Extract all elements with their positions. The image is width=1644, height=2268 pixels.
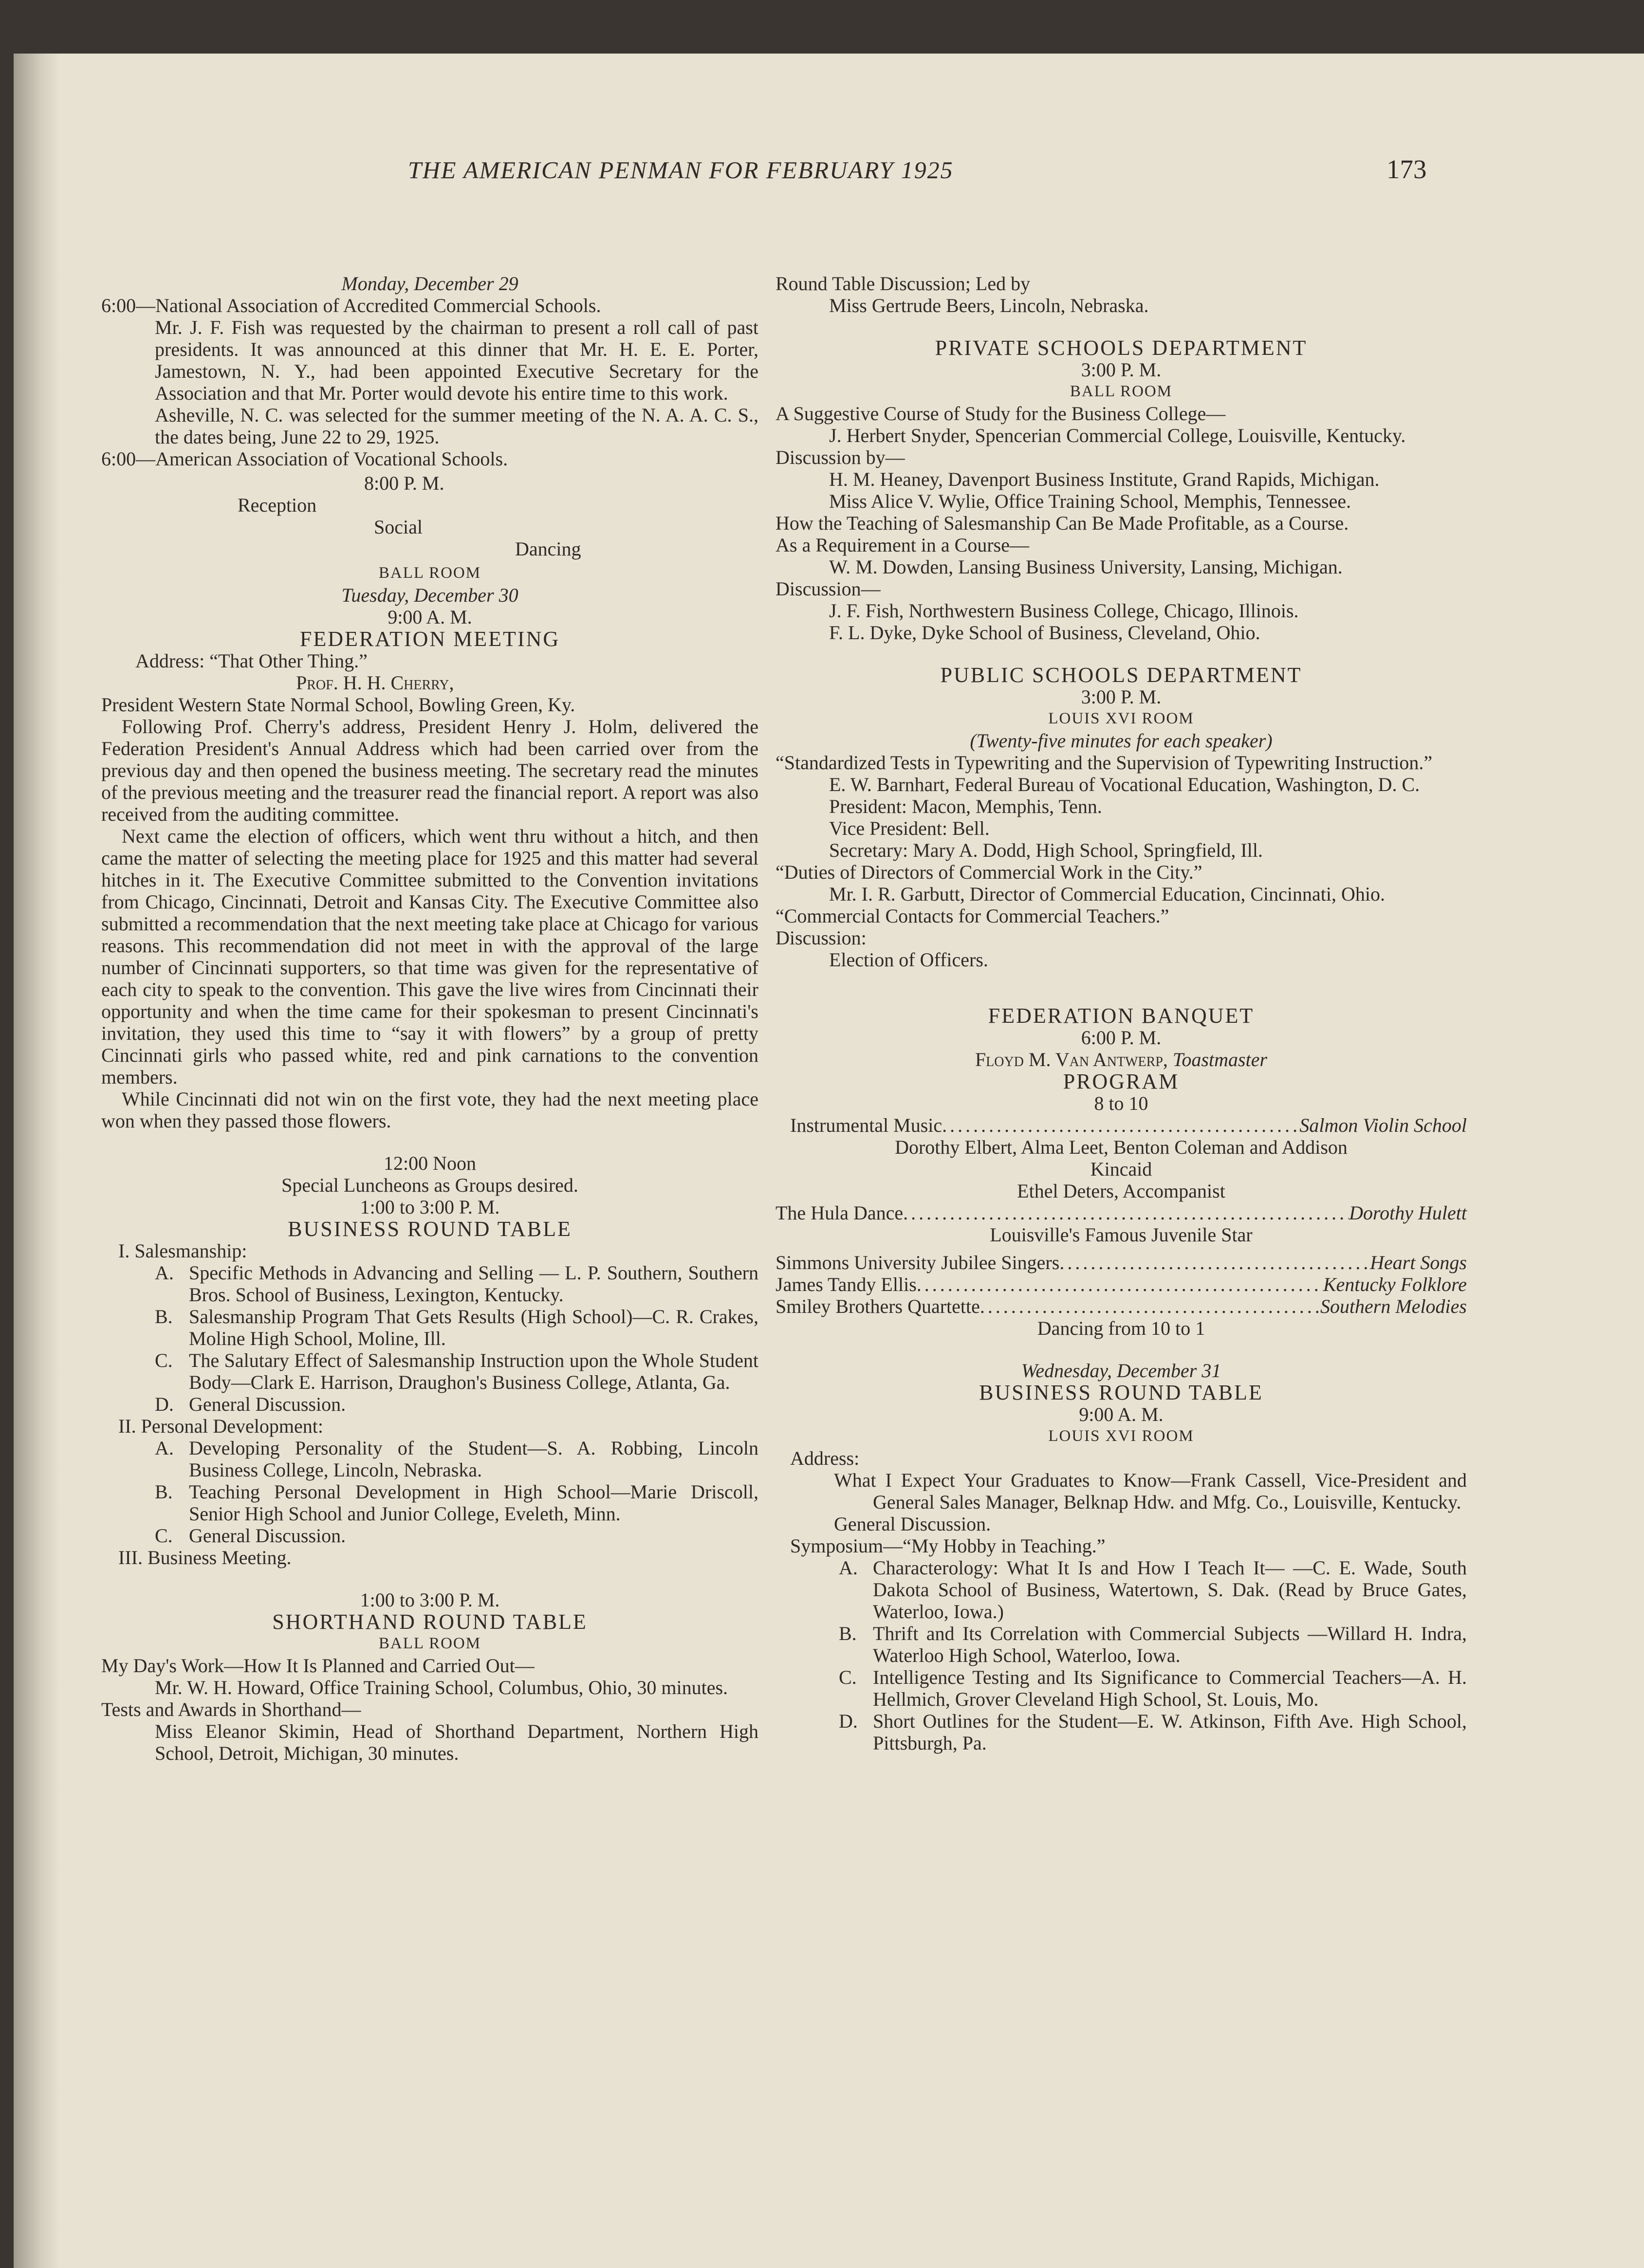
dancing-line: Dancing from 10 to 1 [1037, 1317, 1205, 1339]
private-schools-heading: PRIVATE SCHOOLS DEPARTMENT [935, 336, 1308, 360]
program-item-title: James Tandy Ellis [776, 1273, 917, 1295]
outline-label: D. [839, 1710, 858, 1732]
outline-text: Thrift and Its Correlation with Commercial Subjects —Willard H. Indra, Waterloo High School, Waterloo, Iowa. [873, 1623, 1467, 1666]
psd-item: As a Requirement in a Course— [776, 534, 1029, 556]
social-label: Social [374, 516, 423, 538]
program-item-performer: Kentucky Folklore [1323, 1273, 1467, 1295]
outline-item [101, 1262, 758, 1306]
outline-text: Teaching Personal Development in High School—Marie Driscoll, Senior High School and Junior College, Eveleth, Minn. [189, 1481, 758, 1525]
outline-text: Intelligence Testing and Its Significance to Commercial Teachers—A. H. Hellmich, Grover Cleveland High School, St. Louis, Mo. [873, 1666, 1467, 1710]
program-time: 8 to 10 [1094, 1092, 1148, 1114]
toastmaster-name: Floyd M. Van Antwerp, [975, 1049, 1168, 1070]
outline-text: General Discussion. [189, 1525, 346, 1547]
outline-text: Specific Methods in Advancing and Selling — L. P. Southern, Southern Bros. School of Business, Lexington, Kentucky. [189, 1262, 758, 1306]
outline-text: Short Outlines for the Student—E. W. Atkinson, Fifth Ave. High School, Pittsburgh, Pa. [873, 1710, 1467, 1754]
outline-label: D. [155, 1393, 174, 1415]
dancing-label: Dancing [515, 538, 581, 560]
outline-item [101, 1481, 758, 1525]
wednesday-address-label: Address: [790, 1447, 860, 1469]
banquet-heading: FEDERATION BANQUET [988, 1004, 1255, 1028]
psd-time: 3:00 P. M. [1081, 359, 1162, 381]
program-item-title: Simmons University Jubilee Singers [776, 1252, 1060, 1273]
program-item [776, 1295, 1467, 1317]
symposium-item [776, 1623, 1467, 1666]
binding-shadow [14, 54, 60, 2268]
wednesday-time: 9:00 A. M. [1079, 1403, 1164, 1425]
psd-discussion-label: Discussion by— [776, 446, 905, 468]
outline-text: Characterology: What It Is and How I Teach It— —C. E. Wade, South Dakota School of Business, Watertown, S. Dak. (Read by Bruce Gates, Waterloo, Iowa.) [873, 1557, 1467, 1623]
program-item-title: Smiley Brothers Quartette [776, 1295, 980, 1317]
psd-item: A Suggestive Course of Study for the Business College— [776, 403, 1226, 424]
srt-item-title: My Day's Work—How It Is Planned and Carried Out— [101, 1655, 535, 1677]
leader-dots [980, 1295, 1320, 1317]
pub-note: (Twenty-five minutes for each speaker) [970, 730, 1273, 752]
outline-item [101, 1393, 758, 1415]
tuesday-time: 9:00 A. M. [388, 606, 472, 628]
pub-president: President: Macon, Memphis, Tenn. [829, 795, 1102, 817]
program-item [776, 1273, 1467, 1295]
wednesday-address-item: What I Expect Your Graduates to Know—Frank Cassell, Vice-President and General Sales Manager, Belknap Hdw. and Mfg. Co., Louisville, Kentucky. [834, 1469, 1467, 1513]
address-title: “That Other Thing.” [209, 650, 368, 672]
pub-item: “Standardized Tests in Typewriting and the Supervision of Typewriting Instruction.” [776, 752, 1433, 774]
round-table-discussion: Round Table Discussion; Led by [776, 273, 1031, 295]
pub-speaker: Mr. I. R. Garbutt, Director of Commercial Education, Cincinnati, Ohio. [829, 883, 1385, 905]
page-number: 173 [1386, 154, 1427, 184]
symposium-item [776, 1666, 1467, 1710]
banquet-time: 6:00 P. M. [1081, 1027, 1162, 1049]
federation-paragraph-3: While Cincinnati did not win on the first vote, they had the next meeting place won when they passed those flowers. [101, 1088, 758, 1132]
leader-dots [917, 1273, 1323, 1295]
srt-item-speaker: Miss Eleanor Skimin, Head of Shorthand Department, Northern High School, Detroit, Michigan, 30 minutes. [155, 1720, 758, 1764]
brt-time: 1:00 to 3:00 P. M. [360, 1196, 500, 1218]
outline-label: B. [155, 1306, 173, 1328]
outline-item [101, 1349, 758, 1393]
program-item-performer: Salmon Violin School [1299, 1114, 1467, 1136]
outline-label: B. [155, 1481, 173, 1503]
program-item-performer: Dorothy Hulett [1349, 1202, 1467, 1224]
luncheons: Special Luncheons as Groups desired. [281, 1174, 578, 1196]
outline-item [101, 1525, 758, 1547]
outline-label: C. [839, 1666, 857, 1688]
naacs-paragraph: Mr. J. F. Fish was requested by the chairman to present a roll call of past presidents. It was announced at this dinner that Mr. H. E. E. Porter, Jamestown, N. Y., had been appointed Executive Secretary for the Association and that Mr. Porter would devote his entire time to this work. [155, 316, 758, 404]
toastmaster-role: Toastmaster [1172, 1049, 1268, 1070]
left-column [101, 273, 758, 1764]
federation-paragraph-2: Next came the election of officers, which went thru without a hitch, and then came the matter of selecting the meeting place for 1925 and this matter had several hitches in it. The Executive Committee submitted to the Convention invitations from Chicago, Cincinnati, Detroit and Kansas City. The Executive Committee also submitted a recommendation that the next meeting take place at Chicago for various reasons. This recommendation did not meet in with the approval of the large number of Cincinnati supporters, so that time was given for the representative of each city to speak to the convention. This gave the live wires from Cincinnati their opportunity and when the time came for their spokesman to present Cincinnati's invitation, they used this time to “say it with flowers” by a group of pretty Cincinnati girls who passed white, red and pink carnations to the convention members. [101, 825, 758, 1088]
psd-speaker: W. M. Dowden, Lansing Business University, Lansing, Michigan. [829, 556, 1343, 578]
program-heading: PROGRAM [1063, 1069, 1180, 1093]
psd-discussant: J. F. Fish, Northwestern Business College, Chicago, Illinois. [829, 600, 1299, 622]
psd-discussion-label: Discussion— [776, 578, 881, 600]
outline-label: A. [155, 1262, 174, 1284]
pub-room: LOUIS XVI ROOM [1048, 710, 1194, 727]
program-item-title: Instrumental Music [790, 1114, 942, 1136]
outline-label: C. [155, 1525, 173, 1547]
toastmaster-line [776, 1049, 1467, 1070]
reception-room: BALL ROOM [378, 564, 481, 582]
right-column [776, 273, 1467, 1754]
section-business-meeting: III. Business Meeting. [118, 1547, 292, 1568]
outline-label: C. [155, 1349, 173, 1371]
running-head: THE AMERICAN PENMAN FOR FEBRUARY 1925 [408, 156, 954, 184]
pub-speaker: E. W. Barnhart, Federal Bureau of Vocational Education, Washington, D. C. [829, 774, 1420, 795]
reception-block [101, 470, 758, 562]
leader-dots [903, 1202, 1349, 1224]
psd-speaker: J. Herbert Snyder, Spencerian Commercial College, Louisville, Kentucky. [829, 424, 1406, 446]
srt-room: BALL ROOM [378, 1635, 481, 1652]
cherry-affiliation: President Western State Normal School, Bowling Green, Ky. [101, 694, 575, 716]
symposium-item [776, 1710, 1467, 1754]
outline-label: A. [839, 1557, 858, 1579]
symposium-heading: Symposium—“My Hobby in Teaching.” [790, 1535, 1106, 1557]
psd-room: BALL ROOM [1070, 383, 1173, 400]
naacs-paragraph-2: Asheville, N. C. was selected for the summer meeting of the N. A. A. C. S., the dates being, June 22 to 29, 1925. [155, 404, 758, 448]
outline-label: A. [155, 1437, 174, 1459]
pub-item: “Commercial Contacts for Commercial Teachers.” [776, 905, 1169, 927]
srt-item-title: Tests and Awards in Shorthand— [101, 1698, 361, 1720]
magazine-page [14, 54, 1644, 2268]
symposium-item [776, 1557, 1467, 1623]
federation-meeting-heading: FEDERATION MEETING [299, 627, 560, 651]
naacs-heading: 6:00—National Association of Accredited Commercial Schools. [101, 295, 601, 316]
address-line [101, 650, 758, 672]
leader-dots [1059, 1252, 1370, 1273]
outline-label: B. [839, 1623, 857, 1644]
outline-text: The Salutary Effect of Salesmanship Instruction upon the Whole Student Body—Clark E. Harrison, Draughon's Business College, Atlanta, Ga. [189, 1349, 758, 1393]
section-salesmanship: I. Salesmanship: [118, 1240, 247, 1262]
wednesday-room: LOUIS XVI ROOM [1048, 1427, 1194, 1445]
program-item [776, 1252, 1467, 1273]
pub-discussion-label: Discussion: [776, 927, 867, 949]
tuesday-heading: Tuesday, December 30 [341, 584, 518, 606]
outline-text: Salesmanship Program That Gets Results (High School)—C. R. Crakes, Moline High School, Moline, Ill. [189, 1306, 758, 1349]
round-table-leader: Miss Gertrude Beers, Lincoln, Nebraska. [829, 295, 1149, 316]
program-item [776, 1114, 1467, 1136]
psd-discussant: Miss Alice V. Wylie, Office Training School, Memphis, Tennessee. [829, 490, 1351, 512]
outline-item [101, 1306, 758, 1349]
srt-time: 1:00 to 3:00 P. M. [360, 1589, 500, 1611]
program-item-accompanist: Ethel Deters, Accompanist [1017, 1180, 1225, 1202]
pub-vice-president: Vice President: Bell. [829, 817, 990, 839]
program-item-title: The Hula Dance [776, 1202, 904, 1224]
leader-dots [942, 1114, 1299, 1136]
monday-heading: Monday, December 29 [341, 273, 518, 295]
pub-election: Election of Officers. [829, 949, 988, 971]
pub-item: “Duties of Directors of Commercial Work in the City.” [776, 861, 1202, 883]
outline-text: General Discussion. [189, 1393, 346, 1415]
outline-item [101, 1437, 758, 1481]
pub-time: 3:00 P. M. [1081, 686, 1162, 708]
program-item-performer: Southern Melodies [1320, 1295, 1467, 1317]
reception-label: Reception [238, 494, 317, 516]
program-item-performer: Heart Songs [1370, 1252, 1467, 1273]
shorthand-round-table-heading: SHORTHAND ROUND TABLE [272, 1610, 588, 1634]
section-personal-development: II. Personal Development: [118, 1415, 323, 1437]
address-speaker: Prof. H. H. Cherry, [296, 672, 454, 694]
srt-item-speaker: Mr. W. H. Howard, Office Training School, Columbus, Ohio, 30 minutes. [155, 1677, 728, 1698]
program-item-note: Louisville's Famous Juvenile Star [990, 1224, 1253, 1246]
wednesday-brt-heading: BUSINESS ROUND TABLE [979, 1381, 1263, 1404]
reception-time: 8:00 P. M. [364, 472, 444, 494]
pub-secretary: Secretary: Mary A. Dodd, High School, Springfield, Ill. [829, 839, 1263, 861]
aavs-heading: 6:00—American Association of Vocational Schools. [101, 448, 508, 470]
program-item [776, 1202, 1467, 1224]
wednesday-general-discussion: General Discussion. [834, 1513, 991, 1535]
business-round-table-heading: BUSINESS ROUND TABLE [288, 1217, 572, 1241]
outline-text: Developing Personality of the Student—S. A. Robbing, Lincoln Business College, Lincoln, Nebraska. [189, 1437, 758, 1481]
address-label: Address: [135, 650, 205, 672]
wednesday-heading: Wednesday, December 31 [1021, 1360, 1221, 1382]
public-schools-heading: PUBLIC SCHOOLS DEPARTMENT [940, 663, 1302, 687]
psd-item: How the Teaching of Salesmanship Can Be Made Profitable, as a Course. [776, 512, 1349, 534]
noon-time: 12:00 Noon [384, 1152, 476, 1174]
federation-paragraph-1: Following Prof. Cherry's address, President Henry J. Holm, delivered the Federation President's Annual Address which had been carried over from the previous day and then opened the business meeting. The secretary read the minutes of the previous meeting and the treasurer read the financial report. A report was also received from the auditing committee. [101, 716, 758, 825]
psd-discussant: H. M. Heaney, Davenport Business Institute, Grand Rapids, Michigan. [829, 468, 1380, 490]
program-item-names: Dorothy Elbert, Alma Leet, Benton Coleman and Addison Kincaid [895, 1136, 1348, 1180]
psd-discussant: F. L. Dyke, Dyke School of Business, Cleveland, Ohio. [829, 622, 1260, 644]
